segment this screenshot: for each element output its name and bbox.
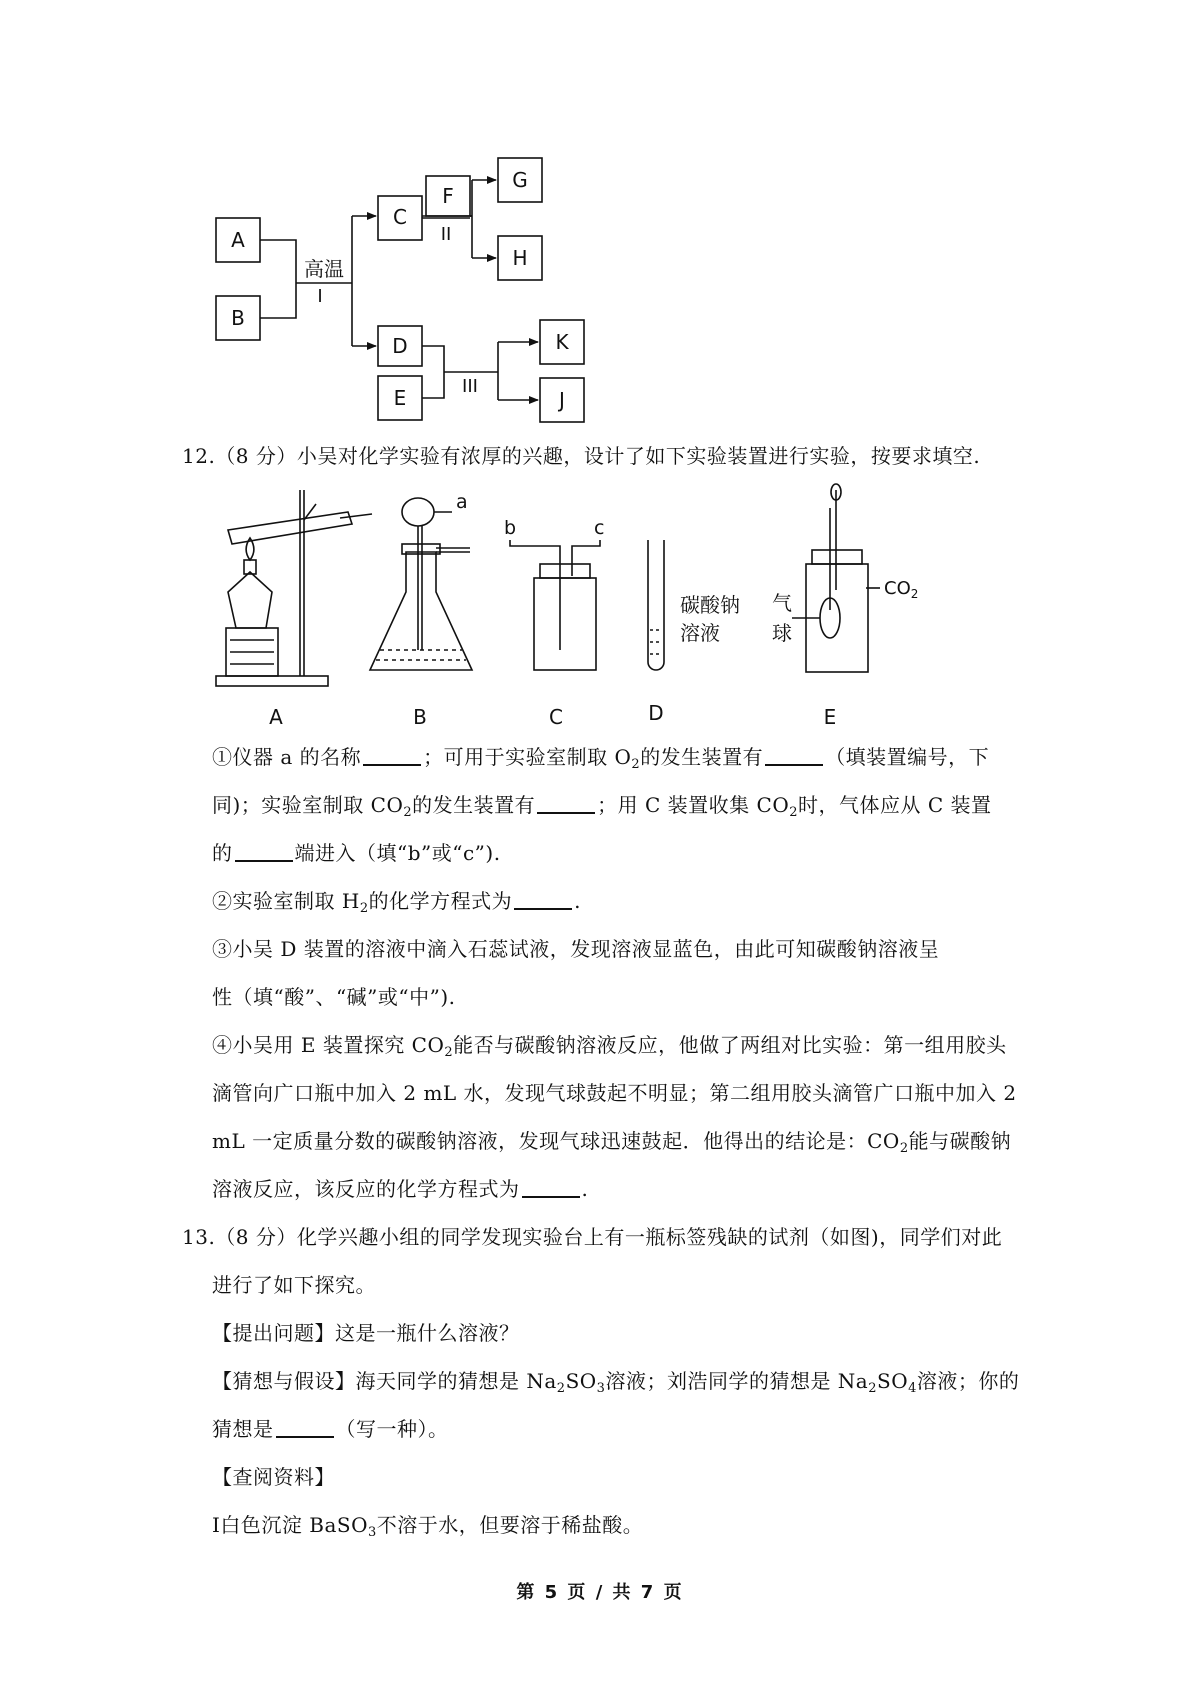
q13-hypothesis-line1: 【猜想与假设】海天同学的猜想是 $Na_2SO_3$溶液；刘浩同学的猜想是 $Na_2SO_4$溶液；你的: [212, 1369, 1020, 1396]
co2-label: $CO_2$: [884, 578, 919, 601]
balloon-label-2: 球: [772, 621, 792, 645]
node-a: A: [231, 228, 245, 252]
node-k: K: [555, 330, 569, 354]
apparatus-label-a: A: [269, 705, 283, 729]
q13-reference-title: 【查阅资料】: [212, 1465, 335, 1489]
node-d: D: [392, 334, 408, 358]
q13-reference-1: Ⅰ白色沉淀 BaSO$_3$不溶于水，但要溶于稀盐酸。: [212, 1513, 644, 1540]
node-j: J: [559, 388, 565, 412]
solution-label-2: 溶液: [680, 621, 720, 645]
node-h: H: [512, 246, 528, 270]
answer-blank[interactable]: [537, 794, 595, 814]
answer-blank[interactable]: [514, 890, 572, 910]
answer-blank[interactable]: [522, 1178, 580, 1198]
apparatus-label-d: D: [648, 701, 664, 725]
mark-a: a: [456, 491, 468, 513]
q12-number: 12.: [182, 444, 216, 468]
q12-part1-line3: 的 端进入（填“b”或“c”).: [212, 841, 501, 865]
mark-c: c: [594, 517, 605, 539]
q13-hypothesis-line2: 猜想是 （写一种）。: [212, 1417, 449, 1441]
mark-b: b: [504, 517, 517, 539]
condition-label: 高温: [304, 257, 344, 281]
q12-part3-line2: 性（填“酸”、“碱”或“中”).: [212, 985, 456, 1009]
q12-part4-line1: ④小吴用 E 装置探究 $CO_2$能否与碳酸钠溶液反应，他做了两组对比实验：第一组用胶头: [212, 1033, 1007, 1060]
apparatus-label-c: C: [549, 705, 563, 729]
step-label-1: I: [317, 286, 323, 307]
q13-stem-line2: 进行了如下探究。: [212, 1273, 376, 1297]
q12-part1-line1: ①仪器 a 的名称 ；可用于实验室制取 $O_2$的发生装置有 （填装置编号，下: [212, 745, 990, 772]
q13-question: 【提出问题】这是一瓶什么溶液？: [212, 1321, 520, 1345]
answer-blank[interactable]: [765, 746, 823, 766]
node-b: B: [231, 306, 245, 330]
flow-diagram: [0, 0, 1200, 430]
node-c: C: [393, 205, 407, 229]
q12-part3-line1: ③小吴 D 装置的溶液中滴入石蕊试液，发现溶液显蓝色，由此可知碳酸钠溶液呈: [212, 937, 940, 961]
apparatus-figure: [0, 480, 1200, 730]
page-footer: 第 5 页 / 共 7 页: [516, 1582, 684, 1603]
balloon-label-1: 气: [772, 591, 792, 615]
q12-part1-line2: 同)；实验室制取 $CO_2$的发生装置有 ；用 C 装置收集 $CO_2$时，气体应从 C 装置: [212, 793, 992, 820]
q12-part4-line4: 溶液反应，该反应的化学方程式为 .: [212, 1177, 589, 1201]
step-label-3: III: [462, 376, 478, 397]
node-e: E: [393, 386, 407, 410]
q12-part2: ②实验室制取 $H_2$的化学方程式为 .: [212, 889, 581, 916]
apparatus-label-b: B: [413, 705, 427, 729]
q12-part4-line3: mL 一定质量分数的碳酸钠溶液，发现气球迅速鼓起．他得出的结论是：$CO_2$能与碳酸钠: [212, 1129, 1012, 1156]
q13-number: 13.: [182, 1225, 216, 1249]
node-f: F: [442, 184, 454, 208]
solution-label-1: 碳酸钠: [680, 593, 740, 617]
answer-blank[interactable]: [276, 1418, 334, 1438]
q12-stem: 12.（8 分）小吴对化学实验有浓厚的兴趣，设计了如下实验装置进行实验，按要求填空.: [182, 444, 981, 468]
answer-blank[interactable]: [363, 746, 421, 766]
q13-stem-line1: 13.（8 分）化学兴趣小组的同学发现实验台上有一瓶标签残缺的试剂（如图)，同学们对此: [182, 1225, 1003, 1249]
q12-part4-line2: 滴管向广口瓶中加入 2 mL 水，发现气球鼓起不明显；第二组用胶头滴管广口瓶中加入 2: [212, 1081, 1017, 1105]
step-label-2: II: [440, 224, 452, 245]
node-g: G: [512, 168, 528, 192]
answer-blank[interactable]: [235, 842, 293, 862]
apparatus-label-e: E: [823, 705, 837, 729]
